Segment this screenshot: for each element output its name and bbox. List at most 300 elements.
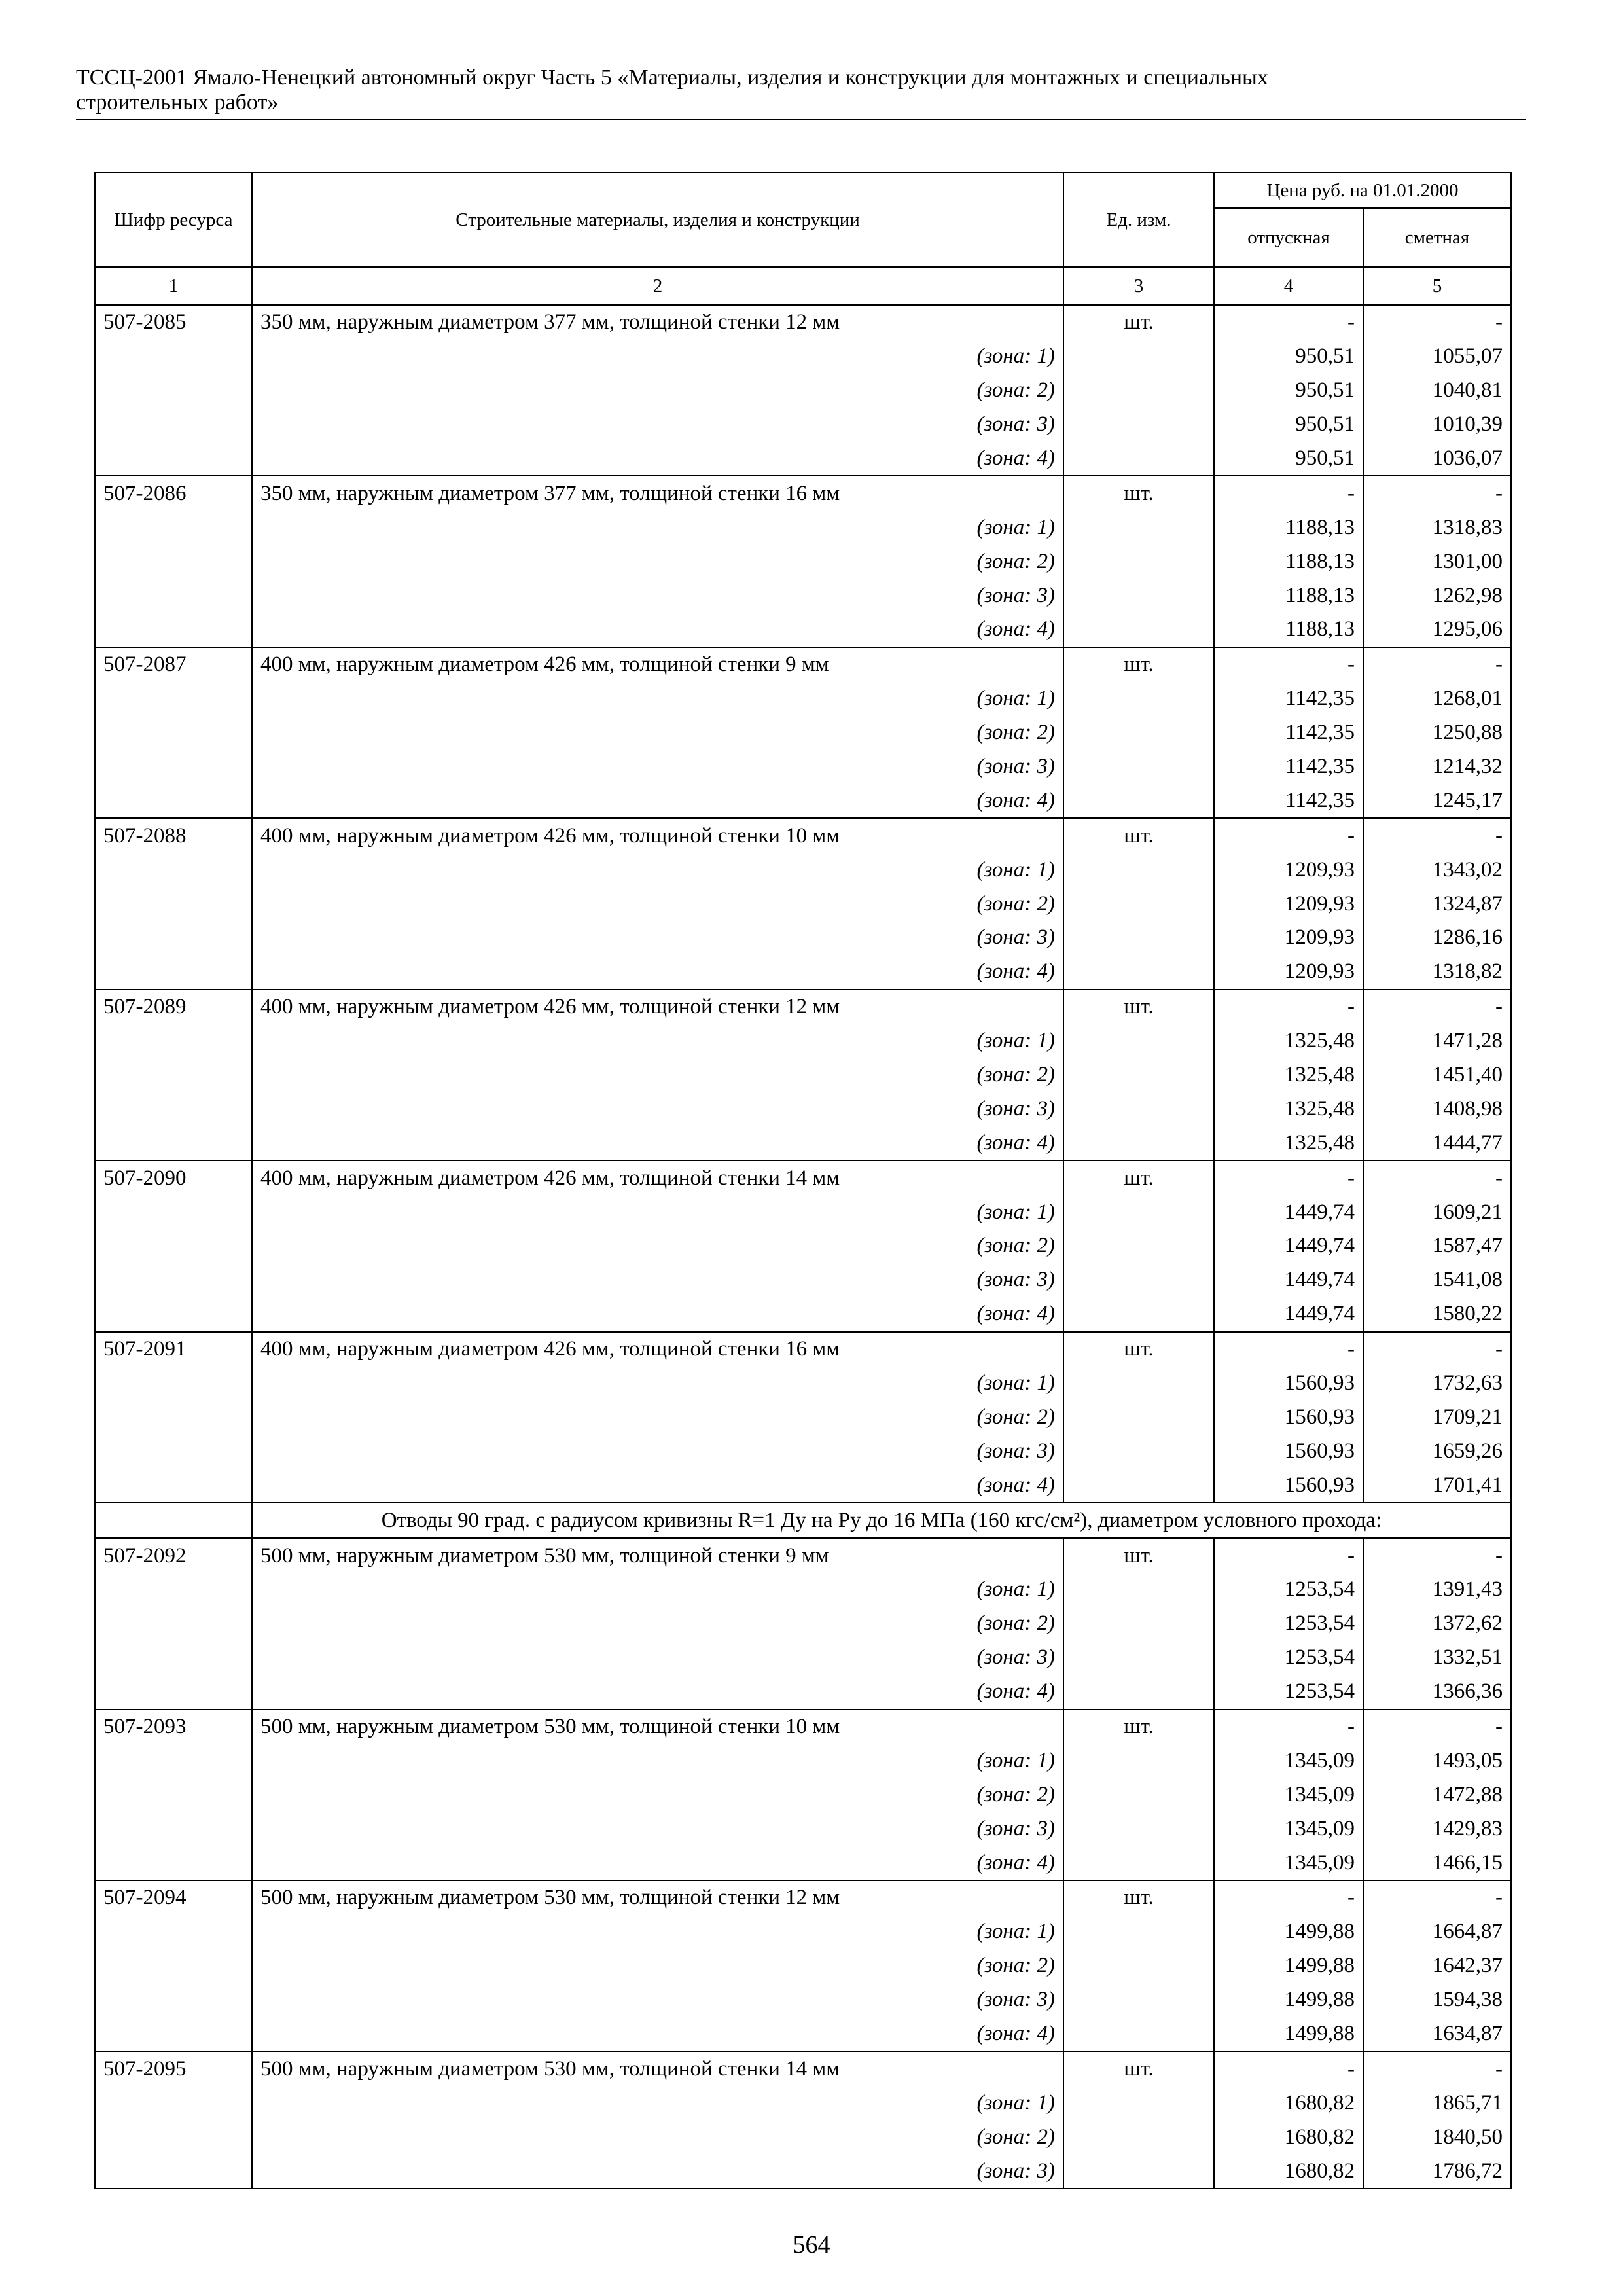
- table-body: [95, 305, 1511, 2189]
- zone-unit-cell: [1063, 511, 1214, 545]
- zone-row: [95, 1367, 1511, 1401]
- zone-row: [95, 1607, 1511, 1641]
- table-row: [95, 647, 1511, 682]
- zone-label: (зона: 2): [252, 887, 1063, 921]
- estimate-price: 1594,38: [1363, 1983, 1511, 2017]
- release-price: -: [1214, 1710, 1363, 1744]
- zone-label: (зона: 2): [252, 1607, 1063, 1641]
- zone-label: (зона: 2): [252, 1058, 1063, 1092]
- zone-row: [95, 1297, 1511, 1332]
- estimate-price: 1372,62: [1363, 1607, 1511, 1641]
- zone-row: [95, 1641, 1511, 1675]
- resource-code: 507-2090: [95, 1160, 252, 1195]
- estimate-price: 1366,36: [1363, 1675, 1511, 1710]
- zone-row: [95, 1983, 1511, 2017]
- item-name: 350 мм, наружным диаметром 377 мм, толщиной стенки 16 мм: [252, 476, 1063, 511]
- section-row: [95, 1503, 1511, 1538]
- release-price: 1188,13: [1214, 511, 1363, 545]
- zone-unit-cell: [1063, 408, 1214, 442]
- zone-code-cell: [95, 1058, 252, 1092]
- release-price: 950,51: [1214, 374, 1363, 408]
- zone-unit-cell: [1063, 887, 1214, 921]
- table-row: [95, 1332, 1511, 1367]
- zone-unit-cell: [1063, 1401, 1214, 1435]
- release-price: 1449,74: [1214, 1297, 1363, 1332]
- zone-code-cell: [95, 1812, 252, 1846]
- table-row: [95, 1880, 1511, 1915]
- release-price: 1325,48: [1214, 1058, 1363, 1092]
- header-unit: Ед. изм.: [1063, 173, 1214, 267]
- zone-label: (зона: 1): [252, 2086, 1063, 2120]
- item-name: 400 мм, наружным диаметром 426 мм, толщиной стенки 12 мм: [252, 990, 1063, 1024]
- release-price: 1449,74: [1214, 1229, 1363, 1263]
- zone-row: [95, 783, 1511, 818]
- release-price: 1253,54: [1214, 1573, 1363, 1607]
- zone-label: (зона: 3): [252, 1434, 1063, 1468]
- zone-row: [95, 853, 1511, 887]
- table-row: [95, 818, 1511, 853]
- zone-row: [95, 442, 1511, 476]
- zone-label: (зона: 4): [252, 1126, 1063, 1160]
- item-name: 500 мм, наружным диаметром 530 мм, толщиной стенки 9 мм: [252, 1538, 1063, 1573]
- estimate-price: -: [1363, 818, 1511, 853]
- zone-label: (зона: 4): [252, 442, 1063, 476]
- release-price: 1345,09: [1214, 1846, 1363, 1880]
- zone-label: (зона: 2): [252, 1229, 1063, 1263]
- release-price: -: [1214, 1538, 1363, 1573]
- zone-code-cell: [95, 682, 252, 716]
- zone-row: [95, 1778, 1511, 1812]
- release-price: 1680,82: [1214, 2086, 1363, 2120]
- release-price: 1142,35: [1214, 716, 1363, 750]
- zone-code-cell: [95, 1983, 252, 2017]
- header-number-1: 1: [95, 267, 252, 305]
- zone-row: [95, 2086, 1511, 2120]
- zone-code-cell: [95, 1468, 252, 1503]
- estimate-price: -: [1363, 1538, 1511, 1573]
- release-price: 1499,88: [1214, 1949, 1363, 1983]
- estimate-price: 1659,26: [1363, 1434, 1511, 1468]
- zone-row: [95, 1058, 1511, 1092]
- zone-label: (зона: 3): [252, 1641, 1063, 1675]
- header-estimate: сметная: [1363, 208, 1511, 267]
- estimate-price: -: [1363, 647, 1511, 682]
- zone-label: (зона: 3): [252, 1092, 1063, 1126]
- zone-row: [95, 1915, 1511, 1949]
- zone-unit-cell: [1063, 613, 1214, 647]
- zone-label: (зона: 3): [252, 1812, 1063, 1846]
- zone-code-cell: [95, 1573, 252, 1607]
- estimate-price: 1286,16: [1363, 921, 1511, 955]
- zone-row: [95, 374, 1511, 408]
- estimate-price: 1010,39: [1363, 408, 1511, 442]
- zone-row: [95, 1092, 1511, 1126]
- estimate-price: 1709,21: [1363, 1401, 1511, 1435]
- zone-code-cell: [95, 2120, 252, 2154]
- estimate-price: 1318,83: [1363, 511, 1511, 545]
- resource-code: 507-2085: [95, 305, 252, 340]
- zone-code-cell: [95, 1949, 252, 1983]
- zone-row: [95, 1949, 1511, 1983]
- zone-row: [95, 1126, 1511, 1160]
- item-unit: шт.: [1063, 818, 1214, 853]
- zone-row: [95, 579, 1511, 613]
- release-price: 1209,93: [1214, 955, 1363, 990]
- release-price: 1449,74: [1214, 1195, 1363, 1229]
- release-price: 1142,35: [1214, 682, 1363, 716]
- zone-row: [95, 1024, 1511, 1058]
- release-price: -: [1214, 476, 1363, 511]
- zone-code-cell: [95, 716, 252, 750]
- zone-code-cell: [95, 1367, 252, 1401]
- zone-unit-cell: [1063, 955, 1214, 990]
- price-table: [94, 172, 1512, 2189]
- zone-label: (зона: 4): [252, 2017, 1063, 2052]
- estimate-price: 1471,28: [1363, 1024, 1511, 1058]
- release-price: 1142,35: [1214, 750, 1363, 784]
- estimate-price: 1541,08: [1363, 1263, 1511, 1297]
- estimate-price: 1055,07: [1363, 340, 1511, 374]
- release-price: -: [1214, 1160, 1363, 1195]
- release-price: 1345,09: [1214, 1744, 1363, 1778]
- item-unit: шт.: [1063, 1710, 1214, 1744]
- zone-row: [95, 1401, 1511, 1435]
- item-name: 400 мм, наружным диаметром 426 мм, толщиной стенки 14 мм: [252, 1160, 1063, 1195]
- zone-row: [95, 1846, 1511, 1880]
- zone-label: (зона: 4): [252, 1468, 1063, 1503]
- estimate-price: -: [1363, 2051, 1511, 2086]
- zone-row: [95, 2017, 1511, 2052]
- zone-code-cell: [95, 1092, 252, 1126]
- resource-code: 507-2089: [95, 990, 252, 1024]
- zone-row: [95, 2154, 1511, 2189]
- zone-label: (зона: 1): [252, 1744, 1063, 1778]
- release-price: -: [1214, 2051, 1363, 2086]
- item-unit: шт.: [1063, 990, 1214, 1024]
- header-number-3: 3: [1063, 267, 1214, 305]
- estimate-price: -: [1363, 305, 1511, 340]
- zone-label: (зона: 3): [252, 408, 1063, 442]
- zone-unit-cell: [1063, 1195, 1214, 1229]
- item-unit: шт.: [1063, 647, 1214, 682]
- release-price: 1345,09: [1214, 1778, 1363, 1812]
- estimate-price: 1040,81: [1363, 374, 1511, 408]
- release-price: -: [1214, 305, 1363, 340]
- zone-unit-cell: [1063, 1434, 1214, 1468]
- resource-code: 507-2092: [95, 1538, 252, 1573]
- estimate-price: 1391,43: [1363, 1573, 1511, 1607]
- resource-code: 507-2086: [95, 476, 252, 511]
- estimate-price: 1732,63: [1363, 1367, 1511, 1401]
- zone-row: [95, 921, 1511, 955]
- zone-label: (зона: 1): [252, 1195, 1063, 1229]
- estimate-price: -: [1363, 990, 1511, 1024]
- zone-label: (зона: 3): [252, 1983, 1063, 2017]
- release-price: 1325,48: [1214, 1126, 1363, 1160]
- zone-label: (зона: 1): [252, 1024, 1063, 1058]
- estimate-price: -: [1363, 1160, 1511, 1195]
- zone-label: (зона: 3): [252, 579, 1063, 613]
- estimate-price: 1245,17: [1363, 783, 1511, 818]
- zone-code-cell: [95, 1915, 252, 1949]
- zone-unit-cell: [1063, 682, 1214, 716]
- zone-label: (зона: 2): [252, 545, 1063, 579]
- release-price: 1499,88: [1214, 1983, 1363, 2017]
- resource-code: 507-2087: [95, 647, 252, 682]
- estimate-price: 1268,01: [1363, 682, 1511, 716]
- zone-unit-cell: [1063, 1641, 1214, 1675]
- zone-row: [95, 955, 1511, 990]
- zone-label: (зона: 2): [252, 1401, 1063, 1435]
- zone-label: (зона: 3): [252, 921, 1063, 955]
- zone-unit-cell: [1063, 2154, 1214, 2189]
- release-price: 1253,54: [1214, 1675, 1363, 1710]
- zone-code-cell: [95, 2086, 252, 2120]
- release-price: 1325,48: [1214, 1024, 1363, 1058]
- zone-unit-cell: [1063, 374, 1214, 408]
- zone-unit-cell: [1063, 1744, 1214, 1778]
- zone-code-cell: [95, 1126, 252, 1160]
- zone-row: [95, 511, 1511, 545]
- estimate-price: 1250,88: [1363, 716, 1511, 750]
- zone-unit-cell: [1063, 783, 1214, 818]
- zone-label: (зона: 1): [252, 340, 1063, 374]
- zone-unit-cell: [1063, 1607, 1214, 1641]
- zone-unit-cell: [1063, 1126, 1214, 1160]
- estimate-price: 1786,72: [1363, 2154, 1511, 2189]
- zone-unit-cell: [1063, 1846, 1214, 1880]
- zone-unit-cell: [1063, 1024, 1214, 1058]
- zone-unit-cell: [1063, 921, 1214, 955]
- estimate-price: 1634,87: [1363, 2017, 1511, 2052]
- page-number: 564: [793, 2231, 830, 2259]
- estimate-price: 1609,21: [1363, 1195, 1511, 1229]
- zone-row: [95, 1744, 1511, 1778]
- zone-code-cell: [95, 442, 252, 476]
- zone-row: [95, 887, 1511, 921]
- table-row: [95, 1710, 1511, 1744]
- zone-unit-cell: [1063, 1675, 1214, 1710]
- header-number-5: 5: [1363, 267, 1511, 305]
- zone-label: (зона: 4): [252, 783, 1063, 818]
- zone-unit-cell: [1063, 2017, 1214, 2052]
- zone-code-cell: [95, 1297, 252, 1332]
- estimate-price: 1642,37: [1363, 1949, 1511, 1983]
- zone-code-cell: [95, 1778, 252, 1812]
- release-price: 1188,13: [1214, 613, 1363, 647]
- zone-code-cell: [95, 374, 252, 408]
- zone-unit-cell: [1063, 2120, 1214, 2154]
- table-row: [95, 305, 1511, 340]
- zone-row: [95, 1468, 1511, 1503]
- zone-label: (зона: 4): [252, 613, 1063, 647]
- zone-label: (зона: 1): [252, 853, 1063, 887]
- zone-code-cell: [95, 955, 252, 990]
- header-number-2: 2: [252, 267, 1063, 305]
- release-price: 1560,93: [1214, 1434, 1363, 1468]
- release-price: 1142,35: [1214, 783, 1363, 818]
- zone-code-cell: [95, 1401, 252, 1435]
- zone-row: [95, 1263, 1511, 1297]
- estimate-price: 1408,98: [1363, 1092, 1511, 1126]
- zone-code-cell: [95, 613, 252, 647]
- estimate-price: -: [1363, 1710, 1511, 1744]
- zone-label: (зона: 2): [252, 2120, 1063, 2154]
- release-price: 1560,93: [1214, 1468, 1363, 1503]
- zone-label: (зона: 1): [252, 511, 1063, 545]
- estimate-price: 1865,71: [1363, 2086, 1511, 2120]
- resource-code: 507-2091: [95, 1332, 252, 1367]
- zone-row: [95, 2120, 1511, 2154]
- zone-unit-cell: [1063, 853, 1214, 887]
- release-price: 950,51: [1214, 408, 1363, 442]
- zone-code-cell: [95, 1607, 252, 1641]
- release-price: 950,51: [1214, 340, 1363, 374]
- zone-code-cell: [95, 545, 252, 579]
- release-price: 1449,74: [1214, 1263, 1363, 1297]
- release-price: 1253,54: [1214, 1607, 1363, 1641]
- release-price: 950,51: [1214, 442, 1363, 476]
- estimate-price: 1295,06: [1363, 613, 1511, 647]
- header-release: отпускная: [1214, 208, 1363, 267]
- section-code-cell: [95, 1503, 252, 1538]
- zone-label: (зона: 1): [252, 1915, 1063, 1949]
- zone-unit-cell: [1063, 340, 1214, 374]
- zone-label: (зона: 4): [252, 1675, 1063, 1710]
- estimate-price: 1332,51: [1363, 1641, 1511, 1675]
- zone-row: [95, 340, 1511, 374]
- release-price: 1560,93: [1214, 1401, 1363, 1435]
- estimate-price: 1472,88: [1363, 1778, 1511, 1812]
- release-price: -: [1214, 990, 1363, 1024]
- table-row: [95, 476, 1511, 511]
- zone-label: (зона: 2): [252, 1949, 1063, 1983]
- estimate-price: 1587,47: [1363, 1229, 1511, 1263]
- item-name: 500 мм, наружным диаметром 530 мм, толщиной стенки 12 мм: [252, 1880, 1063, 1915]
- zone-code-cell: [95, 1263, 252, 1297]
- estimate-price: 1466,15: [1363, 1846, 1511, 1880]
- zone-row: [95, 408, 1511, 442]
- zone-code-cell: [95, 340, 252, 374]
- item-name: 400 мм, наружным диаметром 426 мм, толщиной стенки 16 мм: [252, 1332, 1063, 1367]
- zone-code-cell: [95, 1641, 252, 1675]
- zone-label: (зона: 4): [252, 955, 1063, 990]
- estimate-price: -: [1363, 1880, 1511, 1915]
- zone-unit-cell: [1063, 442, 1214, 476]
- header-price: Цена руб. на 01.01.2000: [1214, 173, 1511, 208]
- zone-code-cell: [95, 1024, 252, 1058]
- zone-code-cell: [95, 750, 252, 784]
- zone-code-cell: [95, 579, 252, 613]
- zone-unit-cell: [1063, 1092, 1214, 1126]
- item-name: 500 мм, наружным диаметром 530 мм, толщиной стенки 14 мм: [252, 2051, 1063, 2086]
- resource-code: 507-2094: [95, 1880, 252, 1915]
- zone-label: (зона: 2): [252, 1778, 1063, 1812]
- section-title: Отводы 90 град. с радиусом кривизны R=1 Ду на Ру до 16 МПа (160 кгс/см²), диаметром условного прохода:: [252, 1503, 1511, 1538]
- header-code: Шифр ресурса: [95, 173, 252, 267]
- zone-row: [95, 682, 1511, 716]
- zone-label: (зона: 2): [252, 374, 1063, 408]
- zone-unit-cell: [1063, 1263, 1214, 1297]
- zone-code-cell: [95, 887, 252, 921]
- zone-code-cell: [95, 1195, 252, 1229]
- zone-unit-cell: [1063, 2086, 1214, 2120]
- release-price: 1499,88: [1214, 1915, 1363, 1949]
- zone-unit-cell: [1063, 545, 1214, 579]
- estimate-price: 1214,32: [1363, 750, 1511, 784]
- zone-unit-cell: [1063, 579, 1214, 613]
- zone-unit-cell: [1063, 1468, 1214, 1503]
- zone-code-cell: [95, 853, 252, 887]
- zone-label: (зона: 1): [252, 1367, 1063, 1401]
- zone-unit-cell: [1063, 1778, 1214, 1812]
- item-name: 400 мм, наружным диаметром 426 мм, толщиной стенки 9 мм: [252, 647, 1063, 682]
- release-price: 1325,48: [1214, 1092, 1363, 1126]
- table-row: [95, 2051, 1511, 2086]
- estimate-price: -: [1363, 1332, 1511, 1367]
- table-row: [95, 1538, 1511, 1573]
- zone-code-cell: [95, 408, 252, 442]
- zone-row: [95, 716, 1511, 750]
- item-unit: шт.: [1063, 305, 1214, 340]
- zone-unit-cell: [1063, 1297, 1214, 1332]
- release-price: 1209,93: [1214, 887, 1363, 921]
- zone-unit-cell: [1063, 1573, 1214, 1607]
- zone-code-cell: [95, 921, 252, 955]
- release-price: 1499,88: [1214, 2017, 1363, 2052]
- zone-row: [95, 1812, 1511, 1846]
- zone-label: (зона: 2): [252, 716, 1063, 750]
- zone-label: (зона: 1): [252, 1573, 1063, 1607]
- estimate-price: 1840,50: [1363, 2120, 1511, 2154]
- estimate-price: 1444,77: [1363, 1126, 1511, 1160]
- item-name: 500 мм, наружным диаметром 530 мм, толщиной стенки 10 мм: [252, 1710, 1063, 1744]
- zone-unit-cell: [1063, 1983, 1214, 2017]
- estimate-price: 1324,87: [1363, 887, 1511, 921]
- header-line-1: ТССЦ-2001 Ямало-Ненецкий автономный округ Часть 5 «Материалы, изделия и конструкции для монтажных и специальных: [76, 65, 1268, 90]
- item-unit: шт.: [1063, 476, 1214, 511]
- estimate-price: 1262,98: [1363, 579, 1511, 613]
- zone-code-cell: [95, 1744, 252, 1778]
- estimate-price: 1493,05: [1363, 1744, 1511, 1778]
- item-unit: шт.: [1063, 2051, 1214, 2086]
- zone-label: (зона: 3): [252, 750, 1063, 784]
- zone-row: [95, 545, 1511, 579]
- estimate-price: 1318,82: [1363, 955, 1511, 990]
- release-price: -: [1214, 818, 1363, 853]
- release-price: -: [1214, 1332, 1363, 1367]
- zone-code-cell: [95, 783, 252, 818]
- zone-unit-cell: [1063, 1915, 1214, 1949]
- resource-code: 507-2088: [95, 818, 252, 853]
- estimate-price: 1036,07: [1363, 442, 1511, 476]
- estimate-price: 1664,87: [1363, 1915, 1511, 1949]
- estimate-price: -: [1363, 476, 1511, 511]
- zone-unit-cell: [1063, 1367, 1214, 1401]
- zone-code-cell: [95, 1434, 252, 1468]
- estimate-price: 1429,83: [1363, 1812, 1511, 1846]
- item-unit: шт.: [1063, 1538, 1214, 1573]
- table-row: [95, 1160, 1511, 1195]
- resource-code: 507-2095: [95, 2051, 252, 2086]
- zone-code-cell: [95, 511, 252, 545]
- zone-code-cell: [95, 2017, 252, 2052]
- release-price: 1209,93: [1214, 853, 1363, 887]
- estimate-price: 1451,40: [1363, 1058, 1511, 1092]
- header-line-2: строительных работ»: [76, 90, 279, 115]
- header-name: Строительные материалы, изделия и конструкции: [252, 173, 1063, 267]
- zone-code-cell: [95, 1846, 252, 1880]
